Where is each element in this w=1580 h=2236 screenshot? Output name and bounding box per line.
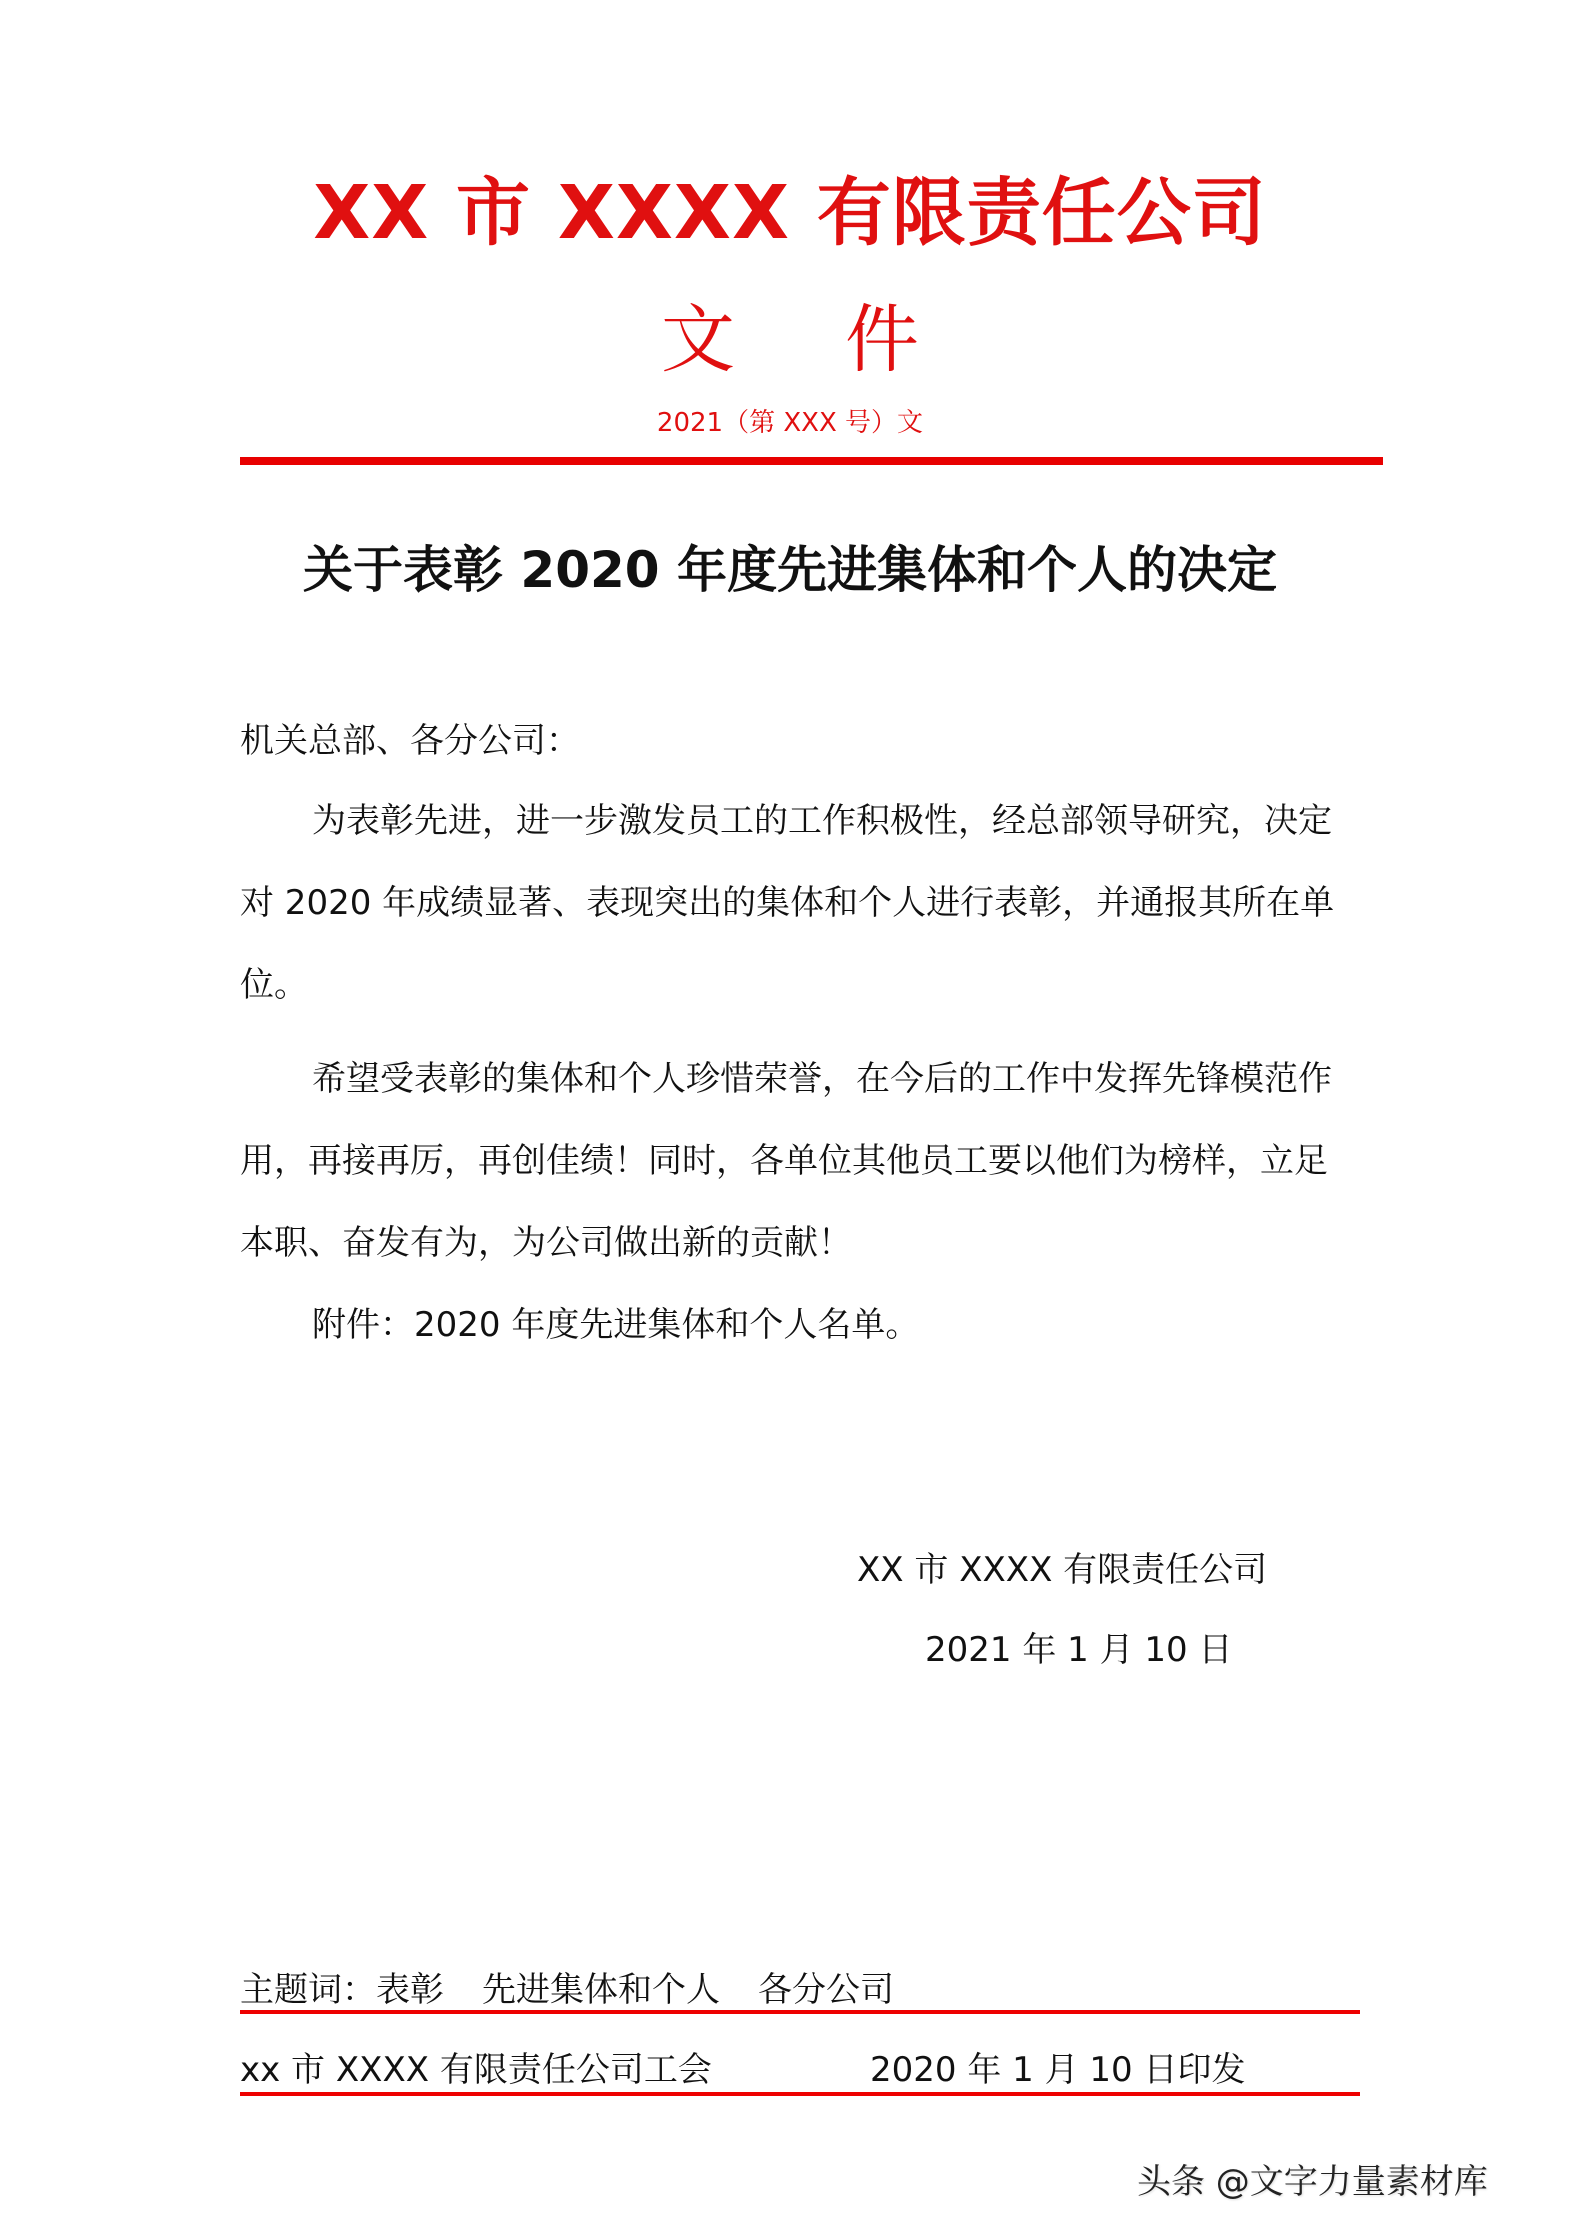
document-number: 2021（第 XXX 号）文 [656, 408, 924, 438]
keyword: 各分公司 [758, 1970, 894, 2010]
attachment-note [240, 1284, 1350, 1366]
paragraph-text: 希望受表彰的集体和个人珍惜荣誉，在今后的工作中发挥先锋模范作用，再接再厉，再创佳绩！同时，各单位其他员工要以他们为榜样，立足本职、奋发有为，为公司做出新的贡献！ [240, 1059, 1332, 1263]
footer-divider-1 [240, 2010, 1360, 2014]
document-title: 关于表彰 2020 年度先进集体和个人的决定 [303, 541, 1277, 599]
attachment-text: 附件：2020 年度先进集体和个人名单。 [312, 1305, 920, 1345]
salutation: 机关总部、各分公司： [240, 721, 580, 761]
issue-date: 2020 年 1 月 10 日印发 [870, 2050, 1246, 2090]
document-label [0, 295, 1580, 385]
watermark: 头条 @文字力量素材库 [1137, 2162, 1488, 2202]
signature-date: 2021 年 1 月 10 日 [925, 1630, 1233, 1670]
keywords-line [240, 1965, 932, 2015]
header-divider [240, 457, 1383, 465]
signature-company: XX 市 XXXX 有限责任公司 [857, 1550, 1268, 1590]
body-paragraph-2 [240, 1038, 1350, 1284]
keyword: 表彰 [376, 1970, 444, 2010]
issuer: xx 市 XXXX 有限责任公司工会 [240, 2050, 712, 2090]
body-paragraph-1 [240, 780, 1350, 1026]
document-label-char-2: 件 [845, 297, 919, 383]
organization-name: XX 市 XXXX 有限责任公司 [313, 170, 1267, 256]
document-label-char-1: 文 [661, 297, 735, 383]
footer-divider-2 [240, 2092, 1360, 2096]
paragraph-text: 为表彰先进，进一步激发员工的工作积极性，经总部领导研究，决定对 2020 年成绩显著、表现突出的集体和个人进行表彰，并通报其所在单位。 [240, 801, 1335, 1005]
keywords-label: 主题词： [240, 1970, 376, 2010]
keyword: 先进集体和个人 [482, 1970, 720, 2010]
